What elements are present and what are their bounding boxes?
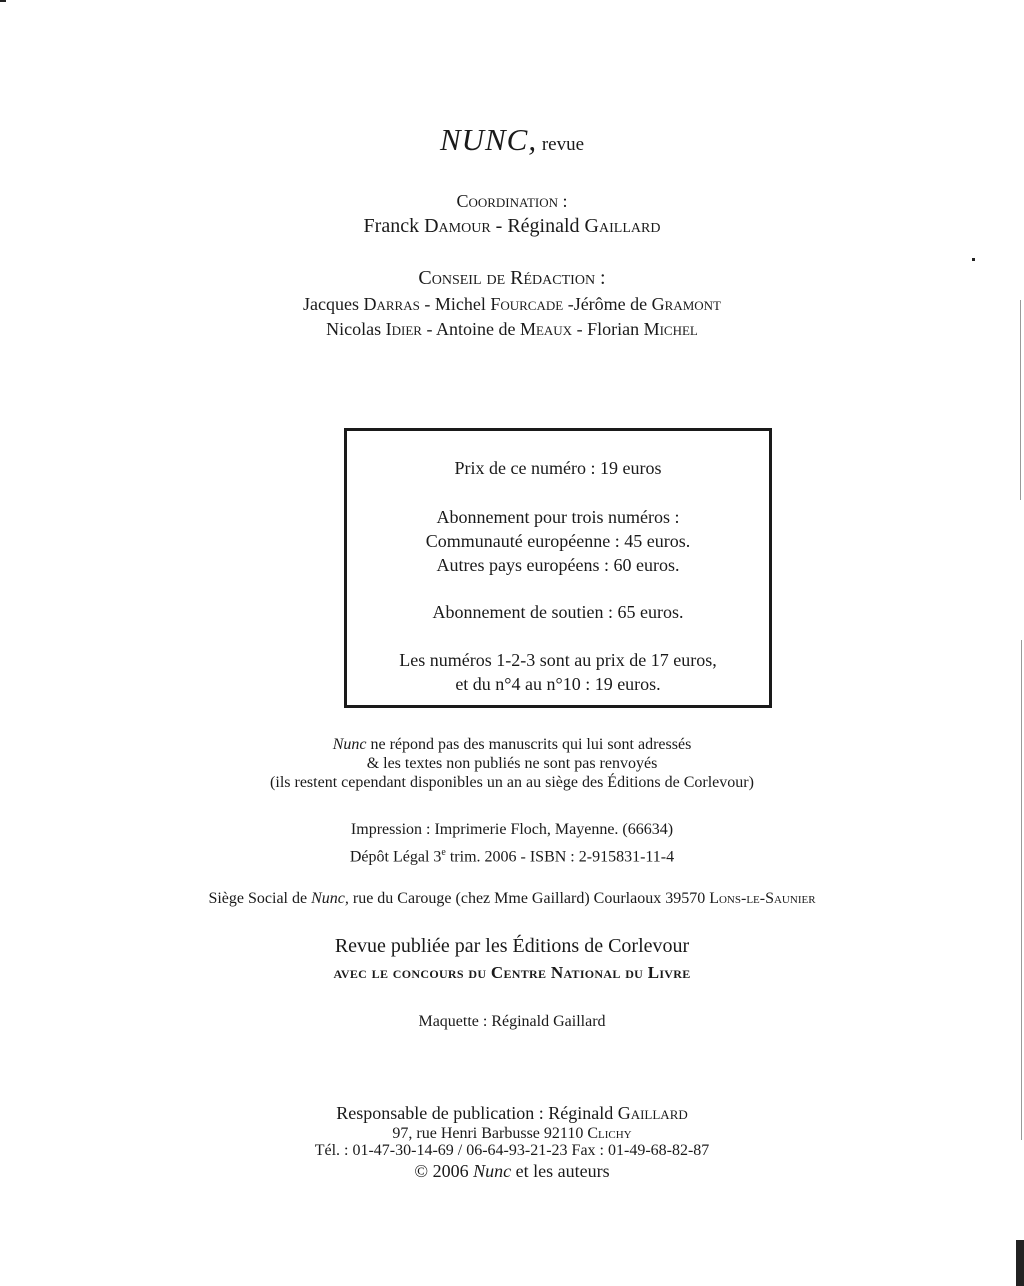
publisher-line: Revue publiée par les Éditions de Corlevour bbox=[334, 935, 690, 957]
scan-edge-mark bbox=[1016, 1240, 1024, 1286]
depot-legal-b: trim. 2006 - ISBN : 2-915831-11-4 bbox=[445, 848, 675, 866]
scan-speck bbox=[0, 0, 6, 2]
member-last: Gramont bbox=[651, 294, 721, 314]
member-first: Florian bbox=[587, 319, 644, 339]
coordinator-2-last: Gaillard bbox=[584, 215, 661, 237]
copyright-a: © 2006 bbox=[414, 1161, 474, 1181]
title-suffix: revue bbox=[537, 134, 585, 155]
depot-legal-sup: e bbox=[441, 847, 446, 858]
copyright-line bbox=[0, 1162, 1024, 1180]
copyright-nunc: Nunc bbox=[473, 1161, 512, 1181]
siege-social-line bbox=[0, 891, 1024, 907]
depot-legal-line bbox=[0, 848, 1024, 865]
subscription-other: Autres pays européens : 60 euros. bbox=[436, 555, 680, 575]
title-journal-name: NUNC, bbox=[439, 122, 538, 157]
coordination-label: Coordination : bbox=[456, 191, 568, 211]
manuscripts-line-2: & les textes non publiés ne sont pas renvoyés bbox=[366, 755, 658, 772]
member-first: Jacques bbox=[302, 294, 364, 314]
coordination-names bbox=[0, 216, 1024, 236]
responsable-b: Gaillard bbox=[617, 1103, 688, 1123]
subscription-title: Abonnement pour trois numéros : bbox=[436, 507, 680, 527]
conseil-line-1 bbox=[0, 295, 1024, 313]
responsable-phone: Tél. : 01-47-30-14-69 / 06-64-93-21-23 Fax : 01-49-68-82-87 bbox=[314, 1142, 710, 1159]
back-issues-line-1: Les numéros 1-2-3 sont au prix de 17 euros, bbox=[399, 650, 717, 670]
responsable-address bbox=[0, 1126, 1024, 1142]
coordinator-1-first: Franck bbox=[363, 215, 425, 237]
member-separator: - bbox=[563, 294, 574, 314]
conseil-line-2 bbox=[0, 320, 1024, 338]
siege-a: Siège Social de bbox=[208, 890, 312, 907]
manuscripts-line-3: (ils restent cependant disponibles un an au siège des Éditions de Corlevour) bbox=[270, 774, 754, 791]
member-last: Darras bbox=[363, 294, 420, 314]
scan-speck bbox=[972, 258, 975, 261]
page-title bbox=[0, 124, 1024, 155]
member-separator: - bbox=[572, 319, 588, 339]
depot-legal-a: Dépôt Légal 3 bbox=[349, 848, 442, 866]
manuscripts-line-1 bbox=[0, 737, 1024, 753]
member-separator: - bbox=[419, 294, 435, 314]
coordinator-separator: - bbox=[490, 215, 508, 237]
member-first: Michel bbox=[434, 294, 491, 314]
responsable-a: Responsable de publication : Réginald bbox=[336, 1103, 618, 1123]
coordinator-2-first: Réginald bbox=[507, 215, 585, 237]
conseil-label: Conseil de Rédaction : bbox=[418, 267, 606, 289]
address-a: 97, rue Henri Barbusse 92110 bbox=[392, 1125, 588, 1142]
siege-b: rue du Carouge (chez Mme Gaillard) Courlaoux 39570 bbox=[348, 890, 710, 907]
price-box bbox=[344, 428, 772, 708]
issue-price: Prix de ce numéro : 19 euros bbox=[454, 458, 662, 478]
scan-edge-line bbox=[1020, 300, 1021, 500]
cnl-support-line: avec le concours du Centre National du Livre bbox=[333, 963, 691, 982]
address-city: Clichy bbox=[587, 1125, 632, 1142]
member-first: Nicolas bbox=[326, 319, 386, 339]
copyright-b: et les auteurs bbox=[511, 1161, 610, 1181]
siege-city: Lons-le-Saunier bbox=[709, 890, 816, 907]
nunc-italic: Nunc bbox=[332, 736, 367, 753]
back-issues-line-2: et du n°4 au n°10 : 19 euros. bbox=[455, 674, 661, 694]
member-last: Meaux bbox=[519, 319, 573, 339]
member-last: Michel bbox=[643, 319, 698, 339]
impression-line: Impression : Imprimerie Floch, Mayenne. (66634) bbox=[350, 821, 674, 838]
scan-edge-line bbox=[1021, 640, 1022, 1140]
member-last: Fourcade bbox=[490, 294, 564, 314]
responsable-line-1 bbox=[0, 1104, 1024, 1122]
member-first: Antoine de bbox=[435, 319, 520, 339]
member-first: Jérôme de bbox=[573, 294, 652, 314]
subscription-eu: Communauté européenne : 45 euros. bbox=[425, 531, 691, 551]
member-separator: - bbox=[421, 319, 436, 339]
subscription-support: Abonnement de soutien : 65 euros. bbox=[432, 602, 684, 622]
member-last: Idier bbox=[385, 319, 422, 339]
maquette-line: Maquette : Réginald Gaillard bbox=[418, 1013, 606, 1030]
manuscripts-text: ne répond pas des manuscrits qui lui sont adressés bbox=[366, 736, 692, 753]
siege-nunc: Nunc, bbox=[311, 890, 349, 907]
coordinator-1-last: Damour bbox=[424, 215, 491, 237]
